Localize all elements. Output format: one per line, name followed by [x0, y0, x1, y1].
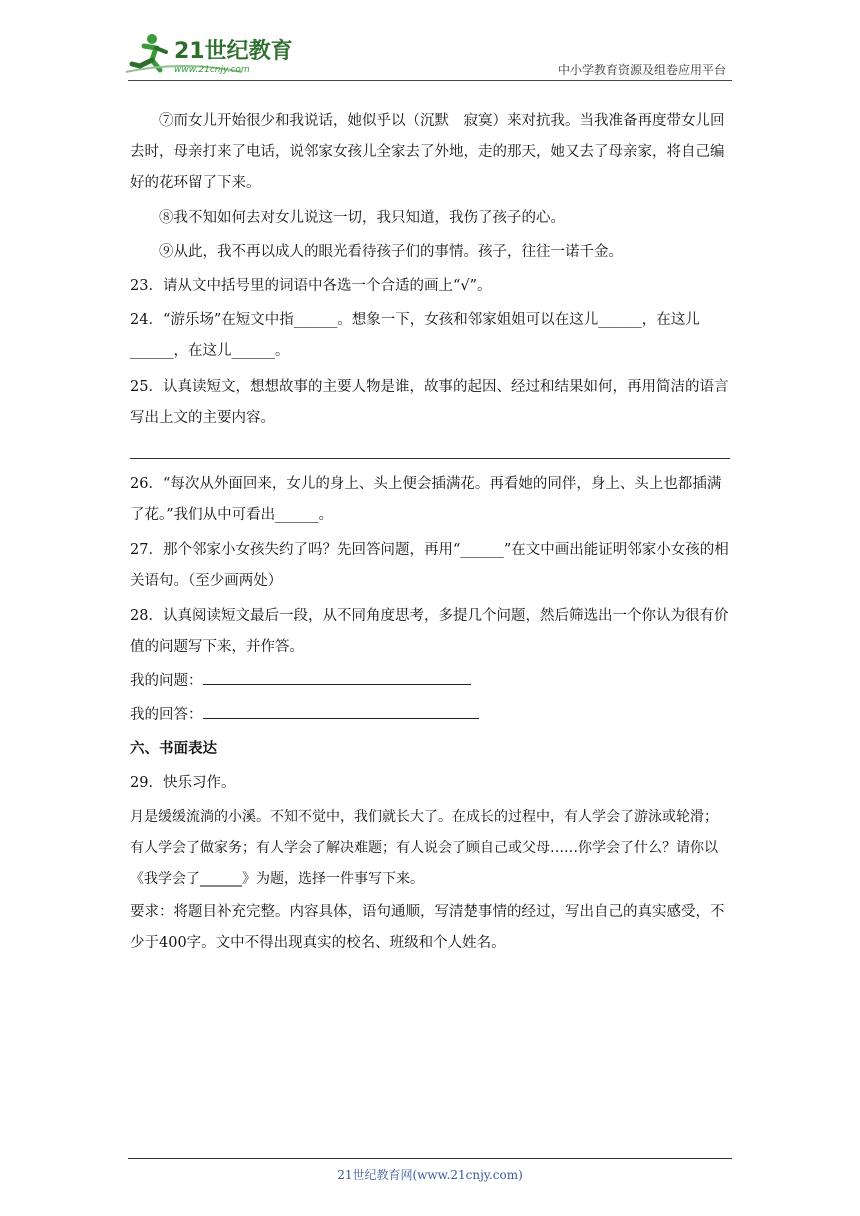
paragraph-9: ⑨从此，我不再以成人的眼光看待孩子们的事情。孩子，往往一诺千金。 — [159, 244, 623, 260]
site-logo — [122, 30, 292, 80]
question-28: 28．认真阅读短文最后一段，从不同角度思考，多提几个问题，然后筛选出一个你认为很有价值的问题写下来，并作答。 — [130, 608, 729, 655]
writing-requirements: 要求：将题目补充完整。内容具体，语句通顺，写清楚事情的经过，写出自己的真实感受，不少于400字。文中不得出现真实的校名、班级和个人姓名。 — [130, 904, 725, 951]
my-question-blank[interactable] — [203, 670, 471, 685]
question-24: 24．“游乐场”在短文中指______。想象一下，女孩和邻家姐姐可以在这儿______，在这儿______，在这儿______。 — [130, 312, 700, 359]
my-question-row — [130, 666, 730, 697]
my-answer-blank[interactable] — [203, 704, 479, 719]
section-6-title: 六、书面表达 — [130, 741, 217, 757]
answer-line-25[interactable] — [130, 438, 730, 459]
footer-divider — [128, 1158, 732, 1159]
paragraph-8: ⑧我不知如何去对女儿说这一切，我只知道，我伤了孩子的心。 — [159, 210, 565, 226]
my-answer-label: 我的回答： — [130, 707, 203, 723]
my-question-label: 我的问题： — [130, 673, 203, 689]
question-26: 26．“每次从外面回来，女儿的身上、头上便会插满花。再看她的同伴，身上、头上也都插满了花。”我们从中可看出______。 — [130, 476, 722, 523]
footer-site-link[interactable]: 21世纪教育网(www.21cnjy.com) — [337, 1168, 523, 1182]
my-answer-row — [130, 700, 730, 731]
header-platform-text: 中小学教育资源及组卷应用平台 — [557, 63, 726, 77]
header-divider — [128, 80, 732, 81]
writing-prompt: 月是缓缓流淌的小溪。不知不觉中，我们就长大了。在成长的过程中，有人学会了游泳或轮滑；有人学会了做家务；有人学会了解决难题；有人说会了顾自己或父母……你学会了什么？请你以《我学会了______》为题，选择一件事写下来。 — [130, 809, 718, 887]
question-25: 25．认真读短文，想想故事的主要人物是谁，故事的起因、经过和结果如何，再用简洁的语言写出上文的主要内容。 — [130, 379, 729, 426]
question-23: 23．请从文中括号里的词语中各选一个合适的画上“√”。 — [130, 278, 492, 294]
paragraph-7: ⑦而女儿开始很少和我说话，她似乎以（沉默 寂寞）来对抗我。当我准备再度带女儿回去时，母亲打来了电话，说邻家女孩儿全家去了外地，走的那天，她又去了母亲家，将自己编好的花环留了下来。 — [130, 113, 725, 191]
question-29: 29．快乐习作。 — [130, 775, 236, 791]
logo-url: www.21cnjy.com — [174, 65, 250, 75]
question-27: 27．那个邻家小女孩失约了吗？先回答问题，再用“______”在文中画出能证明邻家小女孩的相关语句。（至少画两处） — [130, 542, 729, 589]
document-body — [130, 108, 730, 959]
logo-text: 21世纪教育 — [174, 39, 292, 64]
logo-runner-icon — [122, 30, 292, 80]
